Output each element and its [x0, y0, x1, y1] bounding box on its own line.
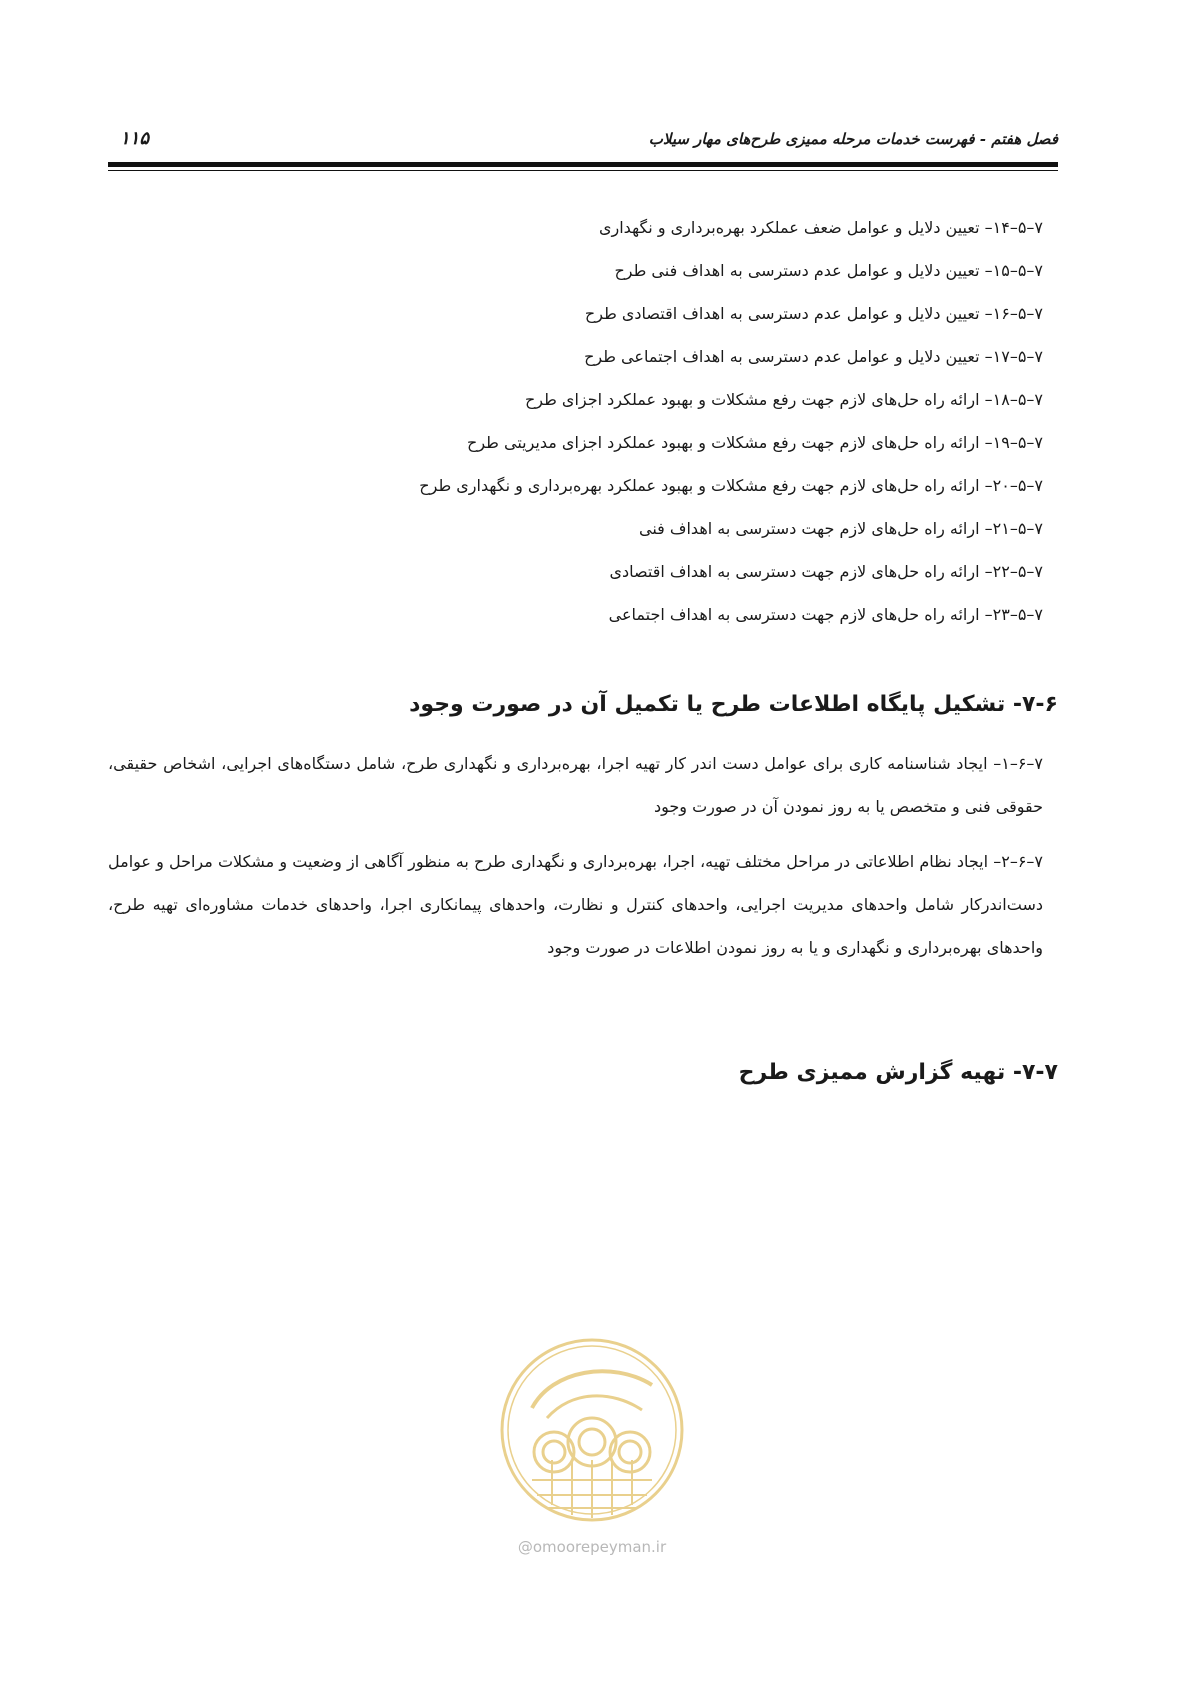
section-6-heading: ۷-۶- تشکیل پایگاه اطلاعات طرح یا تکمیل آن در صورت وجود	[409, 692, 1058, 717]
list-item: ۷–۵–۱۷– تعیین دلایل و عوامل عدم دسترسی به اهداف اجتماعی طرح	[584, 347, 1043, 366]
chapter-title: فصل هفتم - فهرست خدمات مرحله ممیزی طرح‌های مهار سیلاب	[648, 130, 1058, 148]
list-item: ۷–۵–۱۴– تعیین دلایل و عوامل ضعف عملکرد بهره‌برداری و نگهداری	[598, 218, 1043, 237]
list-item: ۷–۵–۲۳– ارائه راه حل‌های لازم جهت دسترسی به اهداف اجتماعی	[608, 605, 1043, 624]
section-6-item-2	[108, 840, 1043, 969]
list-item: ۷–۵–۱۵– تعیین دلایل و عوامل عدم دسترسی به اهداف فنی طرح	[614, 261, 1043, 280]
list-item: ۷–۵–۲۰– ارائه راه حل‌های لازم جهت رفع مشکلات و بهبود عملکرد بهره‌برداری و نگهداری طرح	[419, 476, 1043, 495]
section-7-heading: ۷-۷- تهیه گزارش ممیزی طرح	[738, 1060, 1058, 1085]
watermark-logo-icon	[492, 1330, 692, 1535]
item-text: ایجاد نظام اطلاعاتی در مراحل مختلف تهیه، اجرا، بهره‌برداری و نگهداری طرح به منظور آگاهی از وضعیت و مشکلات مراحل و عوامل دست‌اندرکار شامل واحدهای مدیریت اجرایی، واحدهای کنترل و نظارت، واحدهای پیمانکاری اجرا، واحدهای خدمات مشاوره‌ای تهیه طرح، واحدهای بهره‌برداری و نگهداری و یا به روز نمودن اطلاعات در صورت وجود	[108, 852, 1043, 957]
list-item: ۷–۵–۱۶– تعیین دلایل و عوامل عدم دسترسی به اهداف اقتصادی طرح	[584, 304, 1043, 323]
page-header	[108, 128, 1058, 158]
list-item: ۷–۵–۲۱– ارائه راه حل‌های لازم جهت دسترسی به اهداف فنی	[638, 519, 1043, 538]
list-item: ۷–۵–۲۲– ارائه راه حل‌های لازم جهت دسترسی به اهداف اقتصادی	[609, 562, 1043, 581]
header-rule-thin	[108, 170, 1058, 171]
item-number: ۷–۶–۱–	[993, 754, 1044, 773]
page-number: ۱۱۵	[120, 128, 150, 149]
item-text: ایجاد شناسنامه کاری برای عوامل دست اندر کار تهیه اجرا، بهره‌برداری و نگهداری طرح، شامل دستگاه‌های اجرایی، اشخاص حقیقی، حقوقی فنی و متخصص یا به روز نمودن آن در صورت وجود	[108, 754, 1043, 816]
item-number: ۷–۶–۲–	[993, 852, 1044, 871]
section-5-list	[143, 212, 1043, 642]
header-rule-thick	[108, 162, 1058, 167]
list-item: ۷–۵–۱۹– ارائه راه حل‌های لازم جهت رفع مشکلات و بهبود عملکرد اجزای مدیریتی طرح	[467, 433, 1043, 452]
watermark-url: @omoorepeyman.ir	[517, 1538, 667, 1556]
list-item: ۷–۵–۱۸– ارائه راه حل‌های لازم جهت رفع مشکلات و بهبود عملکرد اجزای طرح	[524, 390, 1043, 409]
watermark	[492, 1330, 692, 1565]
section-6-item-1	[108, 742, 1043, 828]
